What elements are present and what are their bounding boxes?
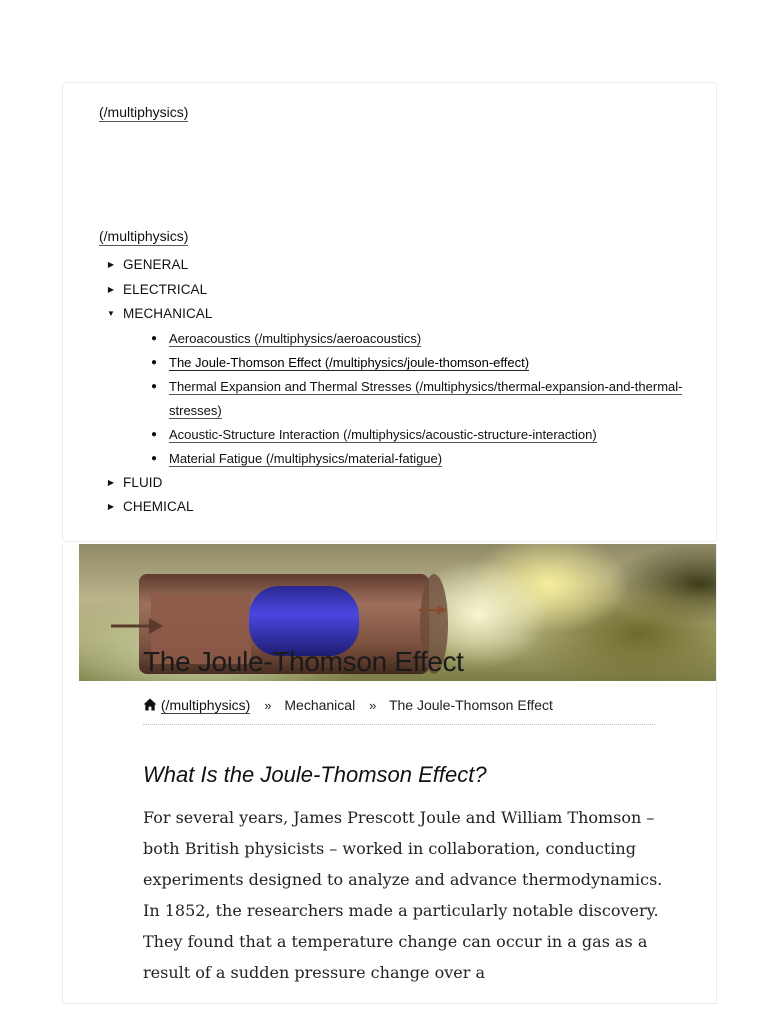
breadcrumb-section: Mechanical [284,697,356,713]
double-chevron-right-icon: » [264,698,272,713]
home-link-second[interactable]: (/multiphysics) [99,228,189,244]
article-card [62,544,717,1004]
category-fluid[interactable] [105,471,695,496]
list-item [151,375,695,423]
mechanical-subtopics [123,327,695,471]
category-label: ELECTRICAL [123,281,208,297]
caret-right-icon: ▶ [107,477,115,487]
bullet-icon: ● [151,380,158,392]
topic-link-thermal-expansion[interactable]: Thermal Expansion and Thermal Stresses (/multiphysics/thermal-expansion-and-thermal-stresses) [169,378,683,418]
category-label: CHEMICAL [123,499,194,514]
breadcrumb [143,694,655,725]
category-tree [105,253,695,520]
article-heading: What Is the Joule-Thomson Effect? [143,762,487,787]
category-mechanical[interactable] [105,302,695,471]
home-link-top[interactable]: (/multiphysics) [99,104,189,120]
page-title: The Joule-Thomson Effect [143,646,464,677]
bullet-icon: ● [151,332,158,344]
breadcrumb-current: The Joule-Thomson Effect [388,697,553,713]
category-general[interactable] [105,253,695,278]
double-chevron-right-icon: » [369,698,377,713]
list-item [151,423,695,447]
caret-right-icon: ▶ [107,260,115,269]
category-label: GENERAL [123,257,189,272]
caret-right-icon: ▶ [107,284,115,294]
home-icon [143,698,157,711]
category-label: MECHANICAL [123,306,213,321]
multiphysics-nav-card [62,82,717,542]
bullet-icon: ● [151,356,158,368]
list-item [151,351,695,375]
category-label: FLUID [123,474,163,490]
list-item [151,447,695,471]
caret-down-icon: ▼ [107,309,115,318]
topic-link-aeroacoustics[interactable]: Aeroacoustics (/multiphysics/aeroacoustics) [169,330,422,346]
caret-right-icon: ▶ [107,502,115,511]
article-paragraph: For several years, James Prescott Joule and William Thomson – both British physicists – worked in collaboration, conducting experiments designed to analyze and advance thermodynamics. In 1852, the researchers made a particularly notable discovery. They found that a temperature change can occur in a gas as a result of a sudden pressure change over a [143,808,663,982]
breadcrumb-home-link[interactable]: (/multiphysics) [160,697,251,713]
hero-banner [79,544,717,681]
list-item [151,327,695,351]
category-electrical[interactable] [105,278,695,303]
topic-link-acoustic-structure[interactable]: Acoustic-Structure Interaction (/multiphysics/acoustic-structure-interaction) [169,426,597,442]
category-chemical[interactable] [105,495,695,520]
bullet-icon: ● [151,452,158,464]
topic-link-joule-thomson[interactable]: The Joule-Thomson Effect (/multiphysics/joule-thomson-effect) [169,354,530,370]
topic-link-material-fatigue[interactable]: Material Fatigue (/multiphysics/material-fatigue) [169,450,443,466]
bullet-icon: ● [151,428,158,440]
